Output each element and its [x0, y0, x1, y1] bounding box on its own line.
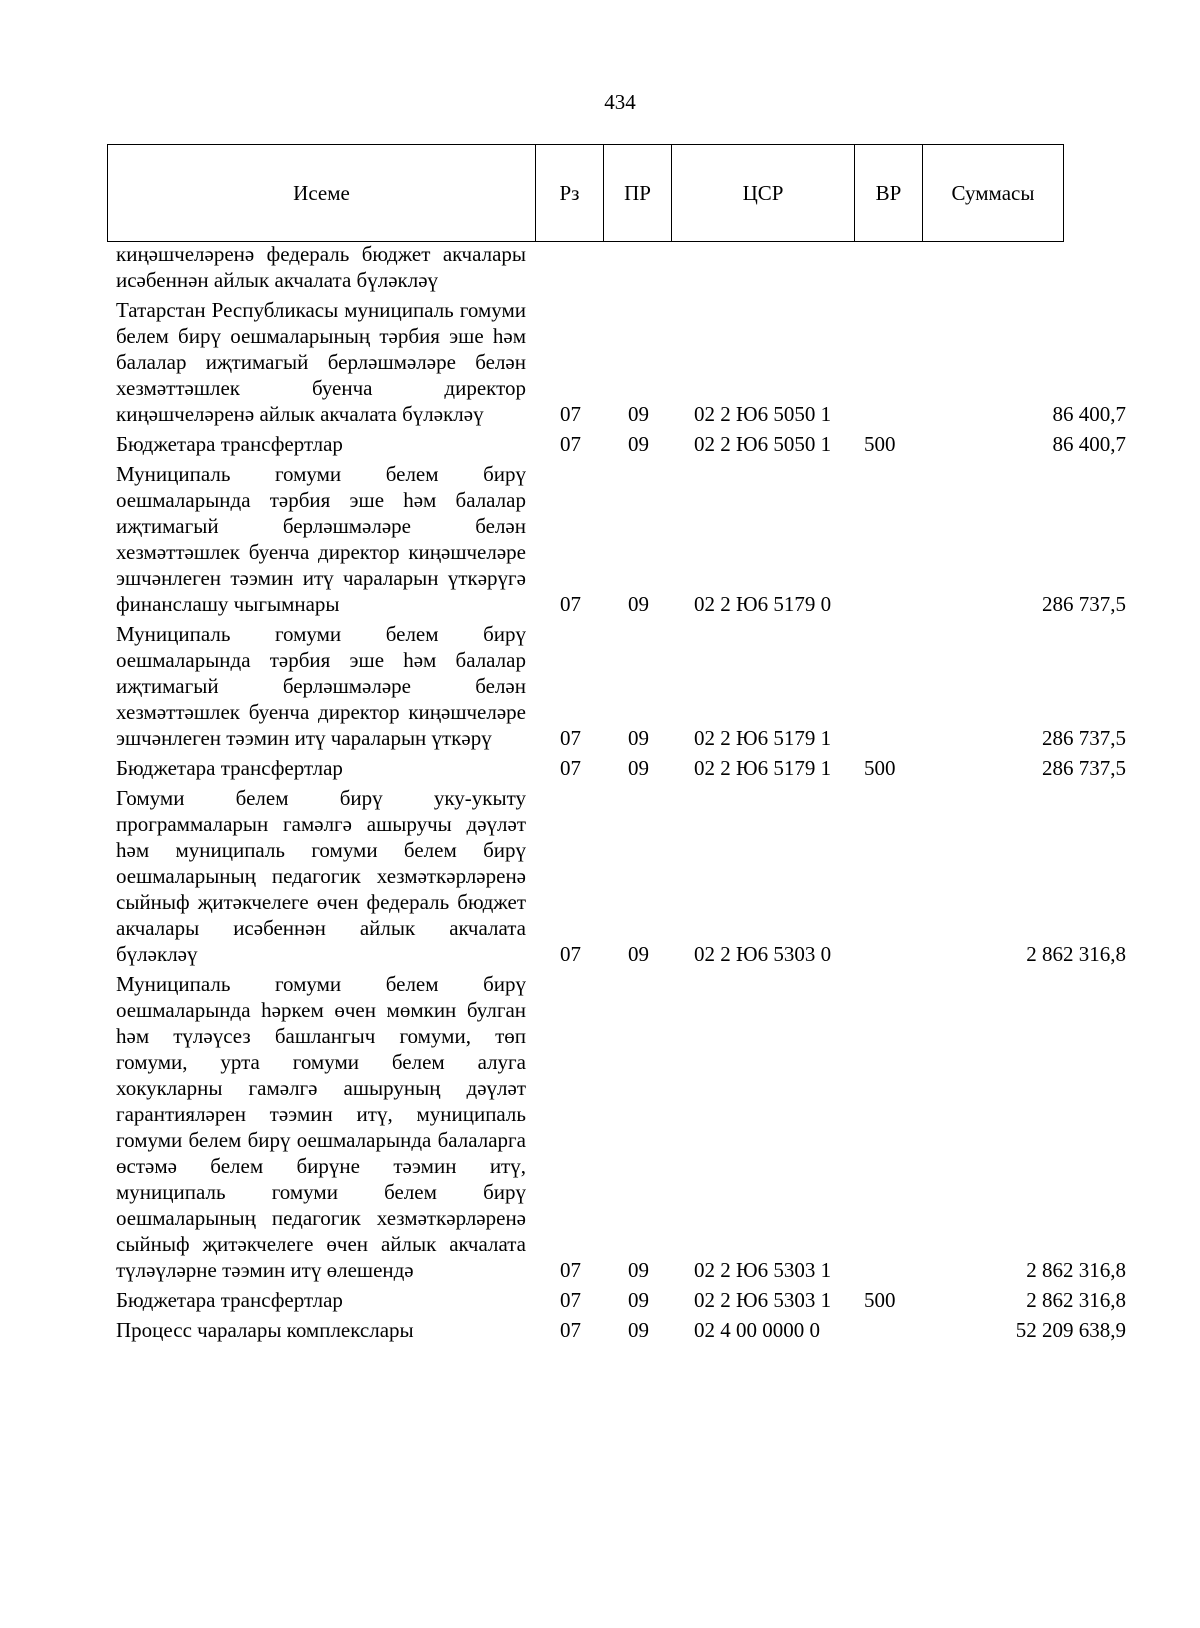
- column-header-vr: ВР: [855, 145, 923, 241]
- table-row: [116, 971, 1126, 1287]
- row-pr: 09: [628, 402, 649, 426]
- row-rz: 07: [560, 1258, 581, 1282]
- row-vr: 500: [864, 756, 896, 780]
- row-pr: 09: [628, 432, 649, 456]
- table-row: [116, 431, 1126, 461]
- table-row: [116, 1317, 1126, 1347]
- row-pr: 09: [628, 1288, 649, 1312]
- row-sum: 286 737,5: [1042, 726, 1126, 750]
- column-header-pr: ПР: [604, 145, 672, 241]
- row-rz: 07: [560, 1288, 581, 1312]
- row-pr: 09: [628, 1318, 649, 1342]
- row-sum: 2 862 316,8: [1026, 1288, 1126, 1312]
- row-csr: 02 2 Ю6 5050 1: [694, 432, 832, 456]
- row-name: Муниципаль гомуми белем бирү оешмаларында тәрбия эше һәм балалар иҗтимагый берләшмәләре белән хезмәттәшлек буенча директор киңәшчеләре эшчәнлеген тәэмин итү чараларын үткәрү: [116, 622, 526, 750]
- page-number: 434: [604, 90, 636, 114]
- row-csr: 02 2 Ю6 5179 1: [694, 756, 832, 780]
- table-row: [116, 241, 1126, 297]
- row-csr: 02 4 00 0000 0: [694, 1318, 820, 1342]
- row-name: Бюджетара трансфертлар: [116, 756, 343, 780]
- column-header-csr: ЦСР: [672, 145, 855, 241]
- column-header-rz: Рз: [536, 145, 604, 241]
- row-pr: 09: [628, 942, 649, 966]
- table-body: [116, 241, 1126, 1347]
- row-name: Гомуми белем бирү уку-укыту программаларын гамәлгә ашыручы дәүләт һәм муниципаль гомуми белем бирү оешмаларының педагогик хезмәткәрләренә сыйныф җитәкчелеге өчен федераль бюджет акчалары исәбеннән айлык акчалата бүләкләү: [116, 786, 526, 966]
- row-name: Бюджетара трансфертлар: [116, 432, 343, 456]
- row-sum: 52 209 638,9: [1015, 1318, 1126, 1342]
- row-pr: 09: [628, 726, 649, 750]
- table-row: [116, 461, 1126, 621]
- row-rz: 07: [560, 1318, 581, 1342]
- table-row: [116, 297, 1126, 431]
- row-name: Муниципаль гомуми белем бирү оешмаларында һәркем өчен мөмкин булган һәм түләүсез башлангыч гомуми, төп гомуми, урта гомуми белем алуга хокукларны гамәлгә ашыруның дәүләт гарантияләрен тәэмин итү, муниципаль гомуми белем бирү оешмаларында балаларга өстәмә белем бирүне тәэмин итү, муниципаль гомуми белем бирү оешмаларының педагогик хезмәткәрләренә сыйныф җитәкчелеге өчен айлык акчалата түләүләрне тәэмин итү өлешендә: [116, 972, 526, 1282]
- table-row: [116, 785, 1126, 971]
- row-sum: 86 400,7: [1052, 402, 1126, 426]
- row-rz: 07: [560, 756, 581, 780]
- row-name: Процесс чаралары комплекслары: [116, 1318, 414, 1342]
- row-pr: 09: [628, 592, 649, 616]
- row-csr: 02 2 Ю6 5179 1: [694, 726, 832, 750]
- row-name: Бюджетара трансфертлар: [116, 1288, 343, 1312]
- row-csr: 02 2 Ю6 5303 0: [694, 942, 832, 966]
- row-rz: 07: [560, 942, 581, 966]
- table-header: [107, 144, 1064, 242]
- row-pr: 09: [628, 756, 649, 780]
- row-pr: 09: [628, 1258, 649, 1282]
- row-csr: 02 2 Ю6 5179 0: [694, 592, 832, 616]
- column-header-name: Исеме: [108, 145, 536, 241]
- row-name: киңәшчеләренә федераль бюджет акчалары исәбеннән айлык акчалата бүләкләү: [116, 242, 526, 292]
- row-rz: 07: [560, 592, 581, 616]
- row-rz: 07: [560, 726, 581, 750]
- row-name: Татарстан Республикасы муниципаль гомуми белем бирү оешмаларының тәрбия эше һәм балалар иҗтимагый берләшмәләре белән хезмәттәшлек буенча директор киңәшчеләренә айлык акчалата бүләкләү: [116, 298, 526, 426]
- row-sum: 286 737,5: [1042, 756, 1126, 780]
- row-csr: 02 2 Ю6 5050 1: [694, 402, 832, 426]
- row-rz: 07: [560, 432, 581, 456]
- row-rz: 07: [560, 402, 581, 426]
- table-row: [116, 621, 1126, 755]
- row-vr: 500: [864, 1288, 896, 1312]
- row-name: Муниципаль гомуми белем бирү оешмаларында тәрбия эше һәм балалар иҗтимагый берләшмәләре белән хезмәттәшлек буенча директор киңәшчеләре эшчәнлеген тәэмин итү чараларын үткәрүгә финанслашу чыгымнары: [116, 462, 526, 616]
- table-row: [116, 755, 1126, 785]
- row-sum: 86 400,7: [1052, 432, 1126, 456]
- row-csr: 02 2 Ю6 5303 1: [694, 1288, 832, 1312]
- row-sum: 286 737,5: [1042, 592, 1126, 616]
- row-vr: 500: [864, 432, 896, 456]
- row-sum: 2 862 316,8: [1026, 1258, 1126, 1282]
- table-row: [116, 1287, 1126, 1317]
- row-sum: 2 862 316,8: [1026, 942, 1126, 966]
- column-header-sum: Суммасы: [951, 180, 1035, 205]
- row-csr: 02 2 Ю6 5303 1: [694, 1258, 832, 1282]
